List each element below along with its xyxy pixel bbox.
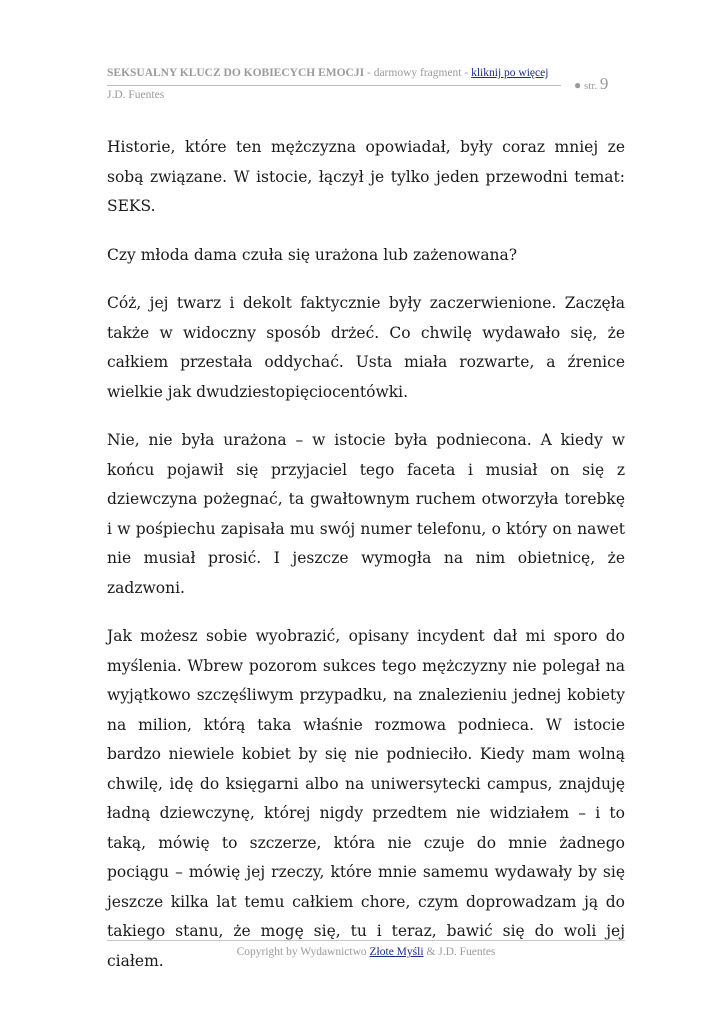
paragraph: Historie, które ten mężczyzna opowiadał, były coraz mniej ze sobą związane. W istocie, łączył je tylko jeden przewodni temat: SEKS. bbox=[107, 138, 625, 215]
paragraph: Czy młoda dama czuła się urażona lub zażenowana? bbox=[107, 245, 518, 264]
body-text bbox=[107, 133, 625, 995]
header-line bbox=[107, 67, 569, 79]
more-link[interactable]: kliknij po więcej bbox=[471, 67, 549, 79]
page-number bbox=[574, 74, 608, 94]
footer-prefix: Copyright by Wydawnictwo bbox=[236, 946, 370, 958]
fragment-label: darmowy fragment bbox=[373, 67, 462, 79]
page-number-value: 9 bbox=[599, 74, 609, 93]
footer-suffix: & J.D. Fuentes bbox=[423, 946, 496, 958]
bullet-icon: ● bbox=[574, 78, 582, 92]
header-divider bbox=[107, 85, 561, 86]
paragraph: Nie, nie była urażona – w istocie była podniecona. A kiedy w końcu pojawił się przyjaciel tego faceta i musiał on się z dziewczyna pożegnać, ta gwałtownym ruchem otworzyła torebkę i w pośpiechu zapisała mu swój numer telefonu, o który on nawet nie musiał prosić. I jeszcze wymogła na nim obietnicę, że zadzwoni. bbox=[107, 431, 625, 597]
header-author: J.D. Fuentes bbox=[107, 89, 165, 101]
page-label: str. bbox=[581, 80, 600, 92]
header-separator: - bbox=[364, 67, 374, 79]
footer-divider bbox=[107, 940, 625, 941]
header-separator: - bbox=[461, 67, 472, 79]
publisher-link[interactable]: Złote Myśli bbox=[369, 946, 424, 958]
paragraph: Jak możesz sobie wyobrazić, opisany incydent dał mi sporo do myślenia. Wbrew pozorom sukces tego mężczyzny nie polegał na wyjątkowo szczęśliwym przypadku, na znalezieniu jednej kobiety na milion, którą taka właśnie rozmowa podnieca. W istocie bardzo niewiele kobiet by się nie podnieciło. Kiedy mam wolną chwilę, idę do księgarni albo na uniwersytecki campus, znajduję ładną dziewczynę, której nigdy przedtem nie widziałem – i to taką, mówię to szczerze, która nie czuje do mnie żadnego pociągu – mówię jej rzeczy, które mnie samemu wydawały by się jeszcze kilka lat temu całkiem chore, czym doprowadzam ją do takiego stanu, że mogę się, tu i teraz, bawić się do woli jej ciałem. bbox=[107, 627, 625, 970]
book-title: SEKSUALNY KLUCZ DO KOBIECYCH EMOCJI bbox=[107, 67, 365, 79]
paragraph: Cóż, jej twarz i dekolt faktycznie były zaczerwienione. Zaczęła także w widoczny sposób drżeć. Co chwilę wydawało się, że całkiem przestała oddychać. Usta miała rozwarte, a źrenice wielkie jak dwudziestopięciocentówki. bbox=[107, 294, 625, 401]
page-footer bbox=[107, 946, 625, 958]
page-header bbox=[107, 64, 625, 110]
